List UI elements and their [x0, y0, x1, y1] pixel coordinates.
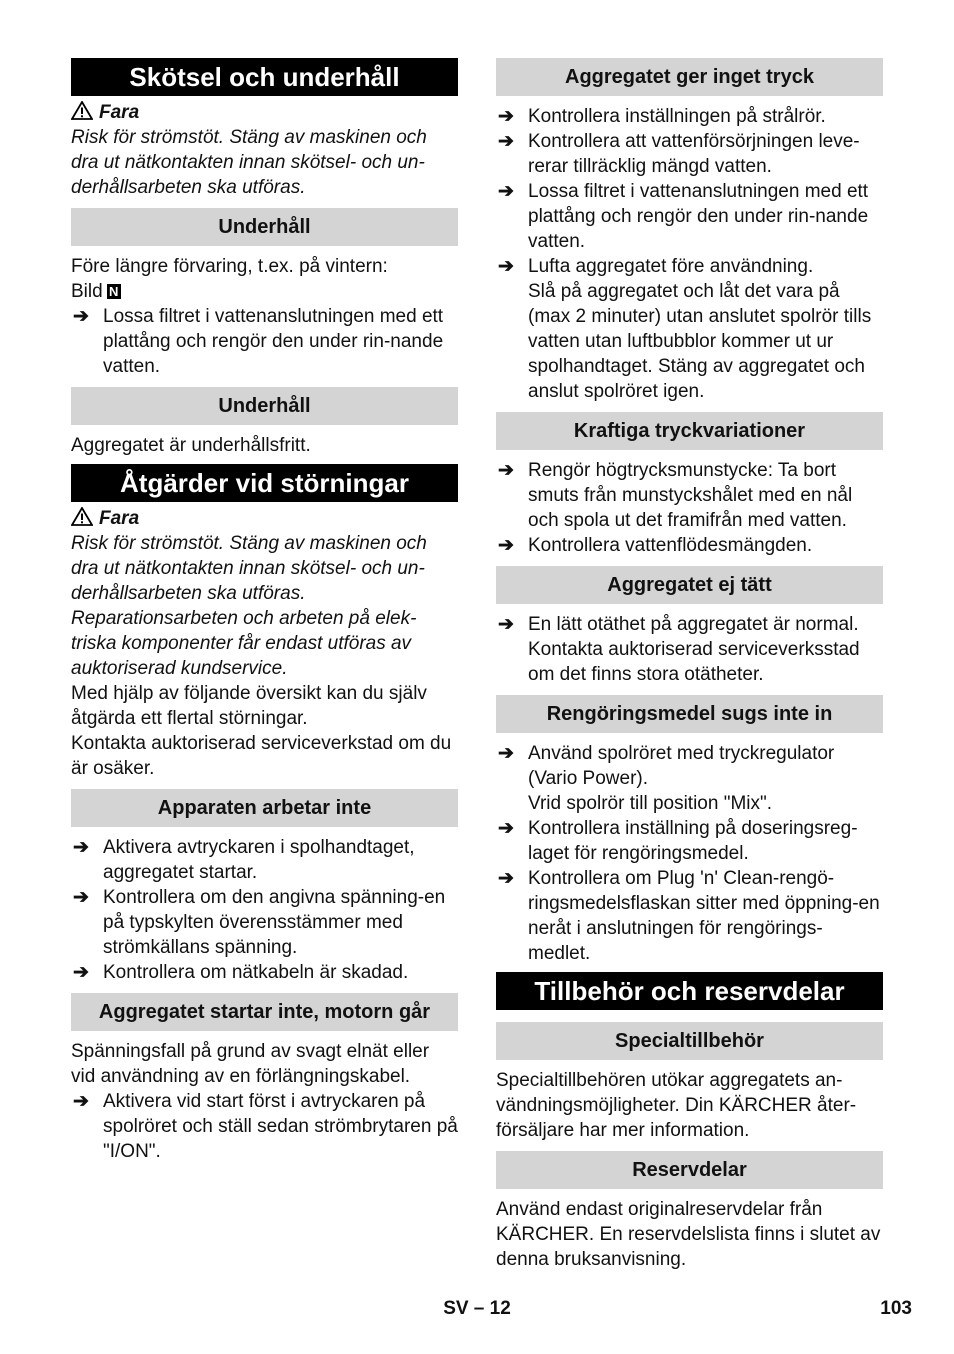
- instruction-step: [496, 816, 883, 866]
- step-text: Kontrollera inställningen på strålrör.: [528, 106, 826, 127]
- subheading-ej-tatt: Aggregatet ej tätt: [496, 566, 883, 604]
- warning-triangle-icon: [71, 101, 93, 120]
- step-text: Kontrollera om nätkabeln är skadad.: [103, 962, 409, 983]
- paragraph: Aggregatet är underhållsfritt.: [71, 435, 311, 456]
- step-text: Lossa filtret i vattenanslutningen med ett plattång och rengör den under rin-nande vatten.: [103, 306, 444, 377]
- paragraph: Med hjälp av följande översikt kan du själv åtgärda ett flertal störningar.: [71, 683, 427, 729]
- step-continuation: Slå på aggregatet och låt det vara på (max 2 minuter) utan anslutet spolrör tills vatten utan luftbubblor kommer ut ur spolhandtaget. Stäng av aggregatet och anslut spolröret igen.: [528, 281, 872, 402]
- step-text: Kontrollera att vattenförsörjningen leve-rerar tillräcklig mängd vatten.: [528, 131, 860, 177]
- arrow-right-icon: ➔: [498, 614, 514, 635]
- step-text: Kontrollera om den angivna spänning-en på typskylten överensstämmer med strömkällans spänning.: [103, 887, 446, 958]
- left-column: [71, 58, 458, 1164]
- instruction-step: [496, 866, 883, 966]
- instruction-step: [71, 1089, 458, 1164]
- paragraph: Specialtillbehören utökar aggregatets an-vändningsmöjligheter. Din KÄRCHER åter-försäljare har mer information.: [496, 1070, 857, 1141]
- subheading-rengoring: Rengöringsmedel sugs inte in: [496, 695, 883, 733]
- instruction-step: [71, 835, 458, 885]
- arrow-right-icon: ➔: [498, 256, 514, 277]
- step-text: Kontrollera om Plug 'n' Clean-rengö-ringsmedelsflaskan sitter med öppning-en neråt i anslutningen för rengörings-medlet.: [528, 868, 880, 964]
- subheading-startar: Aggregatet startar inte, motorn går: [71, 993, 458, 1031]
- page-number: 103: [880, 1298, 912, 1319]
- arrow-right-icon: ➔: [73, 1091, 89, 1112]
- right-column: [496, 58, 883, 1272]
- instruction-step: [496, 612, 883, 637]
- arrow-right-icon: ➔: [498, 181, 514, 202]
- step-text: Lossa filtret i vattenanslutningen med ett plattång och rengör den under rin-nande vatten.: [528, 181, 869, 252]
- arrow-right-icon: ➔: [498, 535, 514, 556]
- figure-reference: [71, 279, 458, 304]
- arrow-right-icon: ➔: [73, 962, 89, 983]
- instruction-step: [496, 254, 883, 279]
- instruction-step: [496, 458, 883, 533]
- subheading-inget-tryck: Aggregatet ger inget tryck: [496, 58, 883, 96]
- step-continuation: Kontakta auktoriserad serviceverksstad om det finns stora otätheter.: [528, 639, 860, 685]
- paragraph: Före längre förvaring, t.ex. på vintern:: [71, 256, 388, 277]
- step-text: Aktivera avtryckaren i spolhandtaget, aggregatet startar.: [103, 837, 415, 883]
- instruction-step: [496, 104, 883, 129]
- footer-section-label: SV – 12: [443, 1298, 511, 1319]
- section-heading-skotsel: Skötsel och underhåll: [71, 58, 458, 96]
- warning-title: [71, 506, 458, 531]
- instruction-step: [496, 129, 883, 179]
- arrow-right-icon: ➔: [498, 743, 514, 764]
- instruction-step: [496, 533, 883, 558]
- arrow-right-icon: ➔: [73, 306, 89, 327]
- instruction-step: [496, 741, 883, 791]
- step-text: Kontrollera vattenflödesmängden.: [528, 535, 813, 556]
- subheading-kraftiga: Kraftiga tryckvariationer: [496, 412, 883, 450]
- subheading-underhall-2: Underhåll: [71, 387, 458, 425]
- paragraph: Kontakta auktoriserad serviceverkstad om du är osäker.: [71, 733, 452, 779]
- warning-title-text: Fara: [99, 508, 140, 529]
- subheading-underhall: Underhåll: [71, 208, 458, 246]
- instruction-step: [496, 179, 883, 254]
- instruction-step: [71, 885, 458, 960]
- arrow-right-icon: ➔: [498, 106, 514, 127]
- section-heading-tillbehor: Tillbehör och reservdelar: [496, 972, 883, 1010]
- figure-label: Bild: [71, 281, 103, 302]
- warning-text-2: Reparationsarbeten och arbeten på elek-triska komponenter får endast utföras av auktoriserad kundservice.: [71, 608, 417, 679]
- paragraph: Spänningsfall på grund av svagt elnät eller vid användning av en förlängningskabel.: [71, 1041, 430, 1087]
- step-text: Kontrollera inställning på doseringsreg-laget för rengöringsmedel.: [528, 818, 858, 864]
- arrow-right-icon: ➔: [498, 818, 514, 839]
- paragraph: Använd endast originalreservdelar från KÄRCHER. En reservdelslista finns i slutet av denna bruksanvisning.: [496, 1199, 881, 1270]
- warning-title-text: Fara: [99, 102, 140, 123]
- arrow-right-icon: ➔: [498, 460, 514, 481]
- instruction-step: [71, 304, 458, 379]
- subheading-apparaten: Apparaten arbetar inte: [71, 789, 458, 827]
- step-text: Använd spolröret med tryckregulator (Vario Power).: [528, 743, 835, 789]
- step-text: Lufta aggregatet före användning.: [528, 256, 814, 277]
- arrow-right-icon: ➔: [73, 887, 89, 908]
- section-heading-atgarder: Åtgärder vid störningar: [71, 464, 458, 502]
- arrow-right-icon: ➔: [498, 868, 514, 889]
- step-text: En lätt otäthet på aggregatet är normal.: [528, 614, 859, 635]
- step-continuation: Vrid spolrör till position "Mix".: [528, 793, 773, 814]
- instruction-step: [71, 960, 458, 985]
- step-text: Aktivera vid start först i avtryckaren på spolröret och ställ sedan strömbrytaren på "I/ON".: [103, 1091, 458, 1162]
- warning-text: Risk för strömstöt. Stäng av maskinen och dra ut nätkontakten innan skötsel- och un-derhållsarbeten ska utföras.: [71, 533, 427, 604]
- warning-text: Risk för strömstöt. Stäng av maskinen och dra ut nätkontakten innan skötsel- och un-derhållsarbeten ska utföras.: [71, 127, 427, 198]
- step-text: Rengör högtrycksmunstycke: Ta bort smuts från munstyckshålet med en nål och spola ut det framifrån med vatten.: [528, 460, 853, 531]
- warning-title: [71, 100, 458, 125]
- arrow-right-icon: ➔: [498, 131, 514, 152]
- arrow-right-icon: ➔: [73, 837, 89, 858]
- subheading-reservdelar: Reservdelar: [496, 1151, 883, 1189]
- warning-triangle-icon: [71, 507, 93, 526]
- subheading-special: Specialtillbehör: [496, 1022, 883, 1060]
- figure-badge: N: [107, 284, 121, 299]
